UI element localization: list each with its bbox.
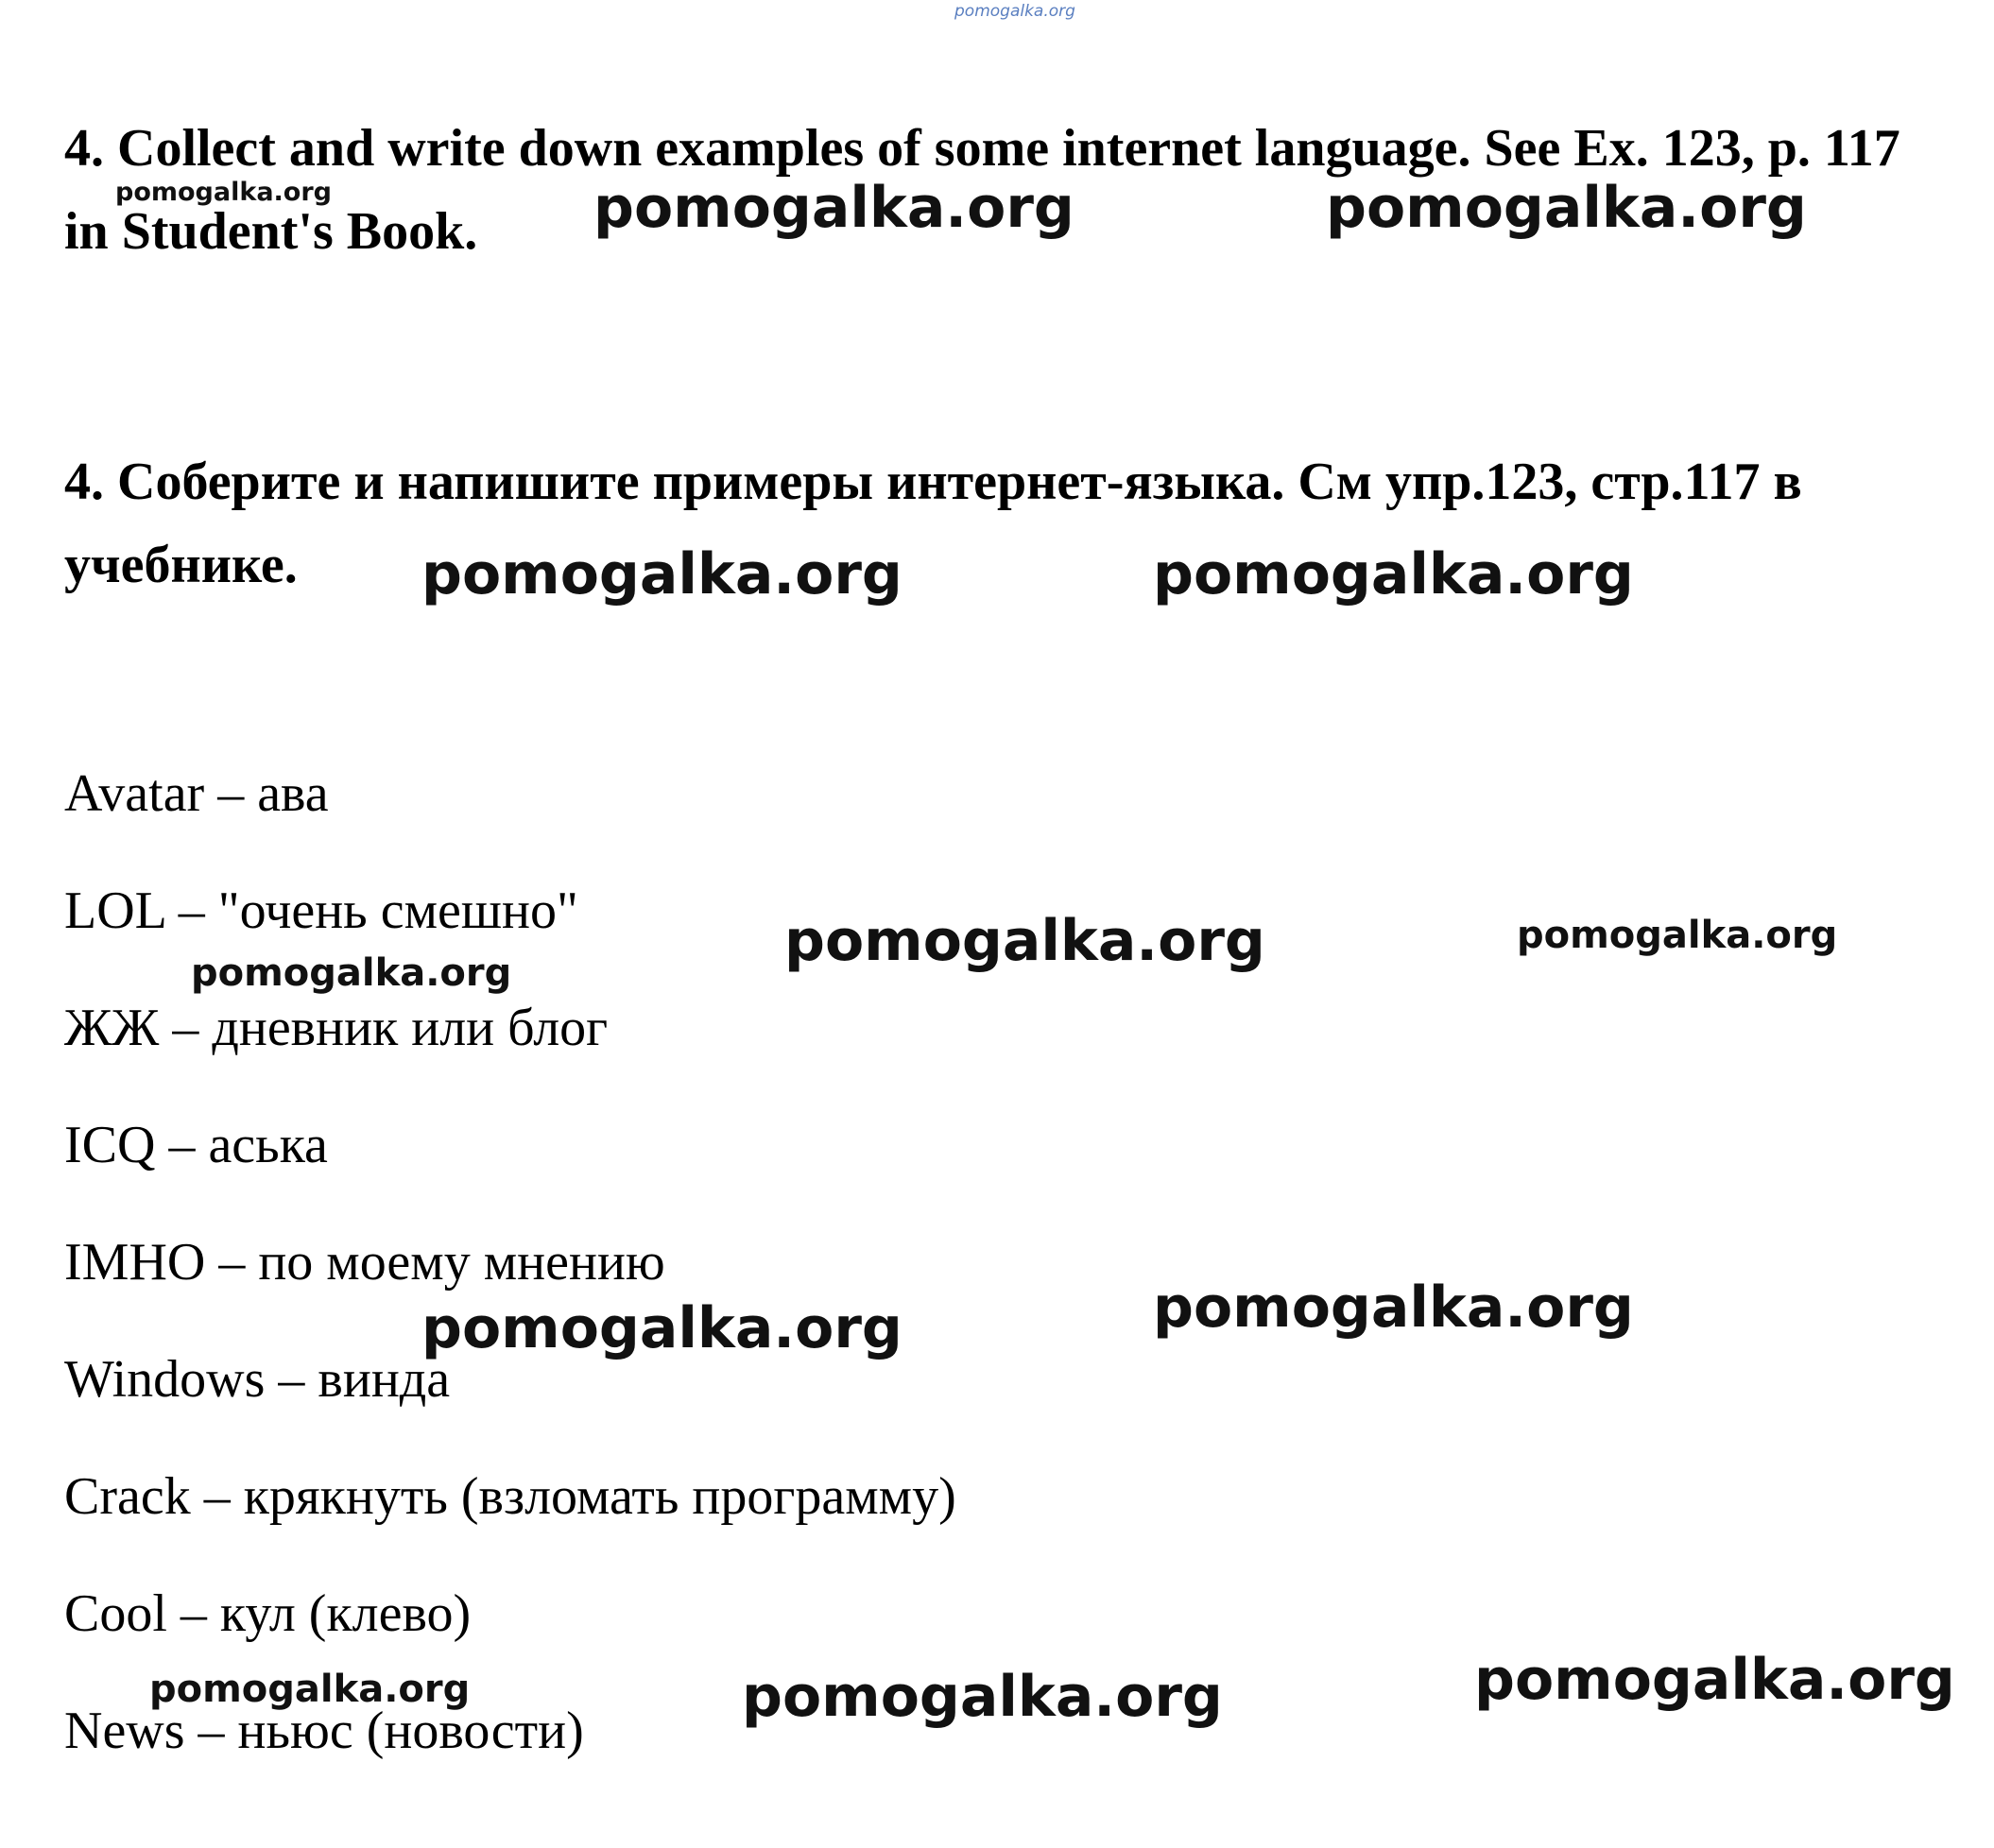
list-item: LOL – "очень смешно" <box>64 881 578 940</box>
list-item: IMHO – по моему мнению <box>64 1233 665 1292</box>
watermark: pomogalka.org <box>1474 1647 1955 1713</box>
task-heading-russian: 4. Соберите и напишите примеры интернет-языка. См упр.123, стр.117 в учебнике. <box>64 453 1802 594</box>
task-heading-english: 4. Collect and write down examples of some internet language. See Ex. 123, p. 117 in Student's Book. <box>64 119 1900 261</box>
watermark: pomogalka.org <box>1326 175 1807 241</box>
list-item: ICQ – аська <box>64 1116 328 1174</box>
header-watermark: pomogalka.org <box>954 2 1075 21</box>
watermark: pomogalka.org <box>1153 1275 1634 1341</box>
watermark: pomogalka.org <box>421 1295 902 1361</box>
watermark: pomogalka.org <box>421 541 902 607</box>
watermark: pomogalka.org <box>149 1668 471 1711</box>
watermark: pomogalka.org <box>115 178 332 207</box>
watermark: pomogalka.org <box>191 951 512 995</box>
watermark: pomogalka.org <box>1517 914 1838 957</box>
list-item: Windows – винда <box>64 1350 451 1409</box>
list-item: Crack – крякнуть (взломать программу) <box>64 1467 956 1526</box>
list-item: Cool – кул (клево) <box>64 1584 472 1643</box>
watermark: pomogalka.org <box>784 908 1265 974</box>
watermark: pomogalka.org <box>593 175 1074 241</box>
list-item: News – ньюс (новости) <box>64 1702 584 1760</box>
list-item: ЖЖ – дневник или блог <box>64 999 609 1057</box>
list-item: Avatar – ава <box>64 764 329 823</box>
watermark: pomogalka.org <box>1153 541 1634 607</box>
watermark: pomogalka.org <box>742 1664 1223 1730</box>
